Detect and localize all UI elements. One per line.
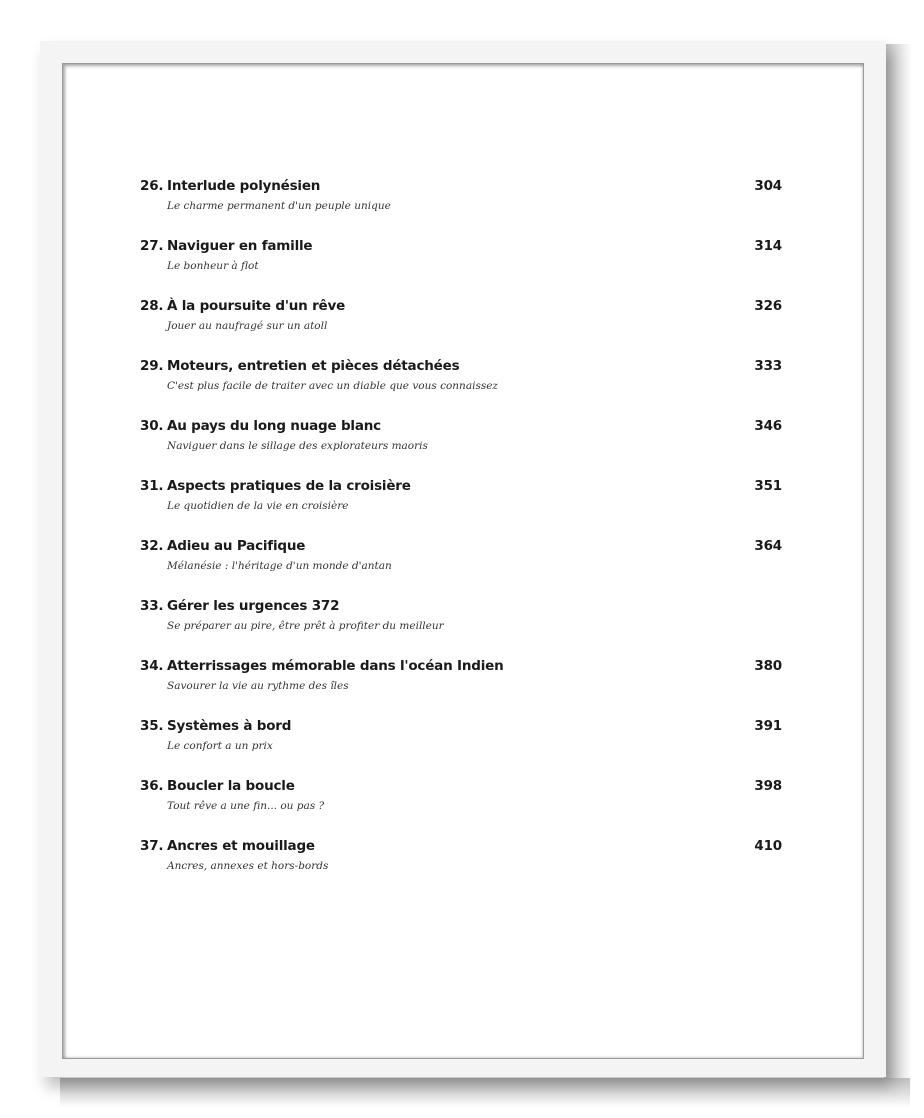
chapter-title: Aspects pratiques de la croisière (167, 478, 411, 494)
frame-shadow-bottom (60, 1078, 910, 1108)
chapter-number: 31. (140, 478, 164, 494)
chapter-title: Moteurs, entretien et pièces détachées (167, 358, 460, 374)
chapter-title: Ancres et mouillage (167, 838, 315, 854)
chapter-title: Atterrissages mémorable dans l'océan Indien (167, 658, 504, 674)
chapter-number: 34. (140, 658, 164, 674)
chapter-subtitle: Naviguer dans le sillage des explorateurs maoris (167, 440, 428, 452)
toc-entry (140, 178, 782, 238)
chapter-subtitle: Le bonheur à flot (167, 260, 259, 272)
chapter-subtitle: Jouer au naufragé sur un atoll (167, 320, 328, 332)
toc-entry (140, 298, 782, 358)
chapter-number: 35. (140, 718, 164, 734)
page-number: 346 (754, 418, 782, 434)
chapter-number: 26. (140, 178, 164, 194)
page-number: 410 (754, 838, 782, 854)
toc-entry (140, 358, 782, 418)
toc-entry (140, 538, 782, 598)
chapter-number: 36. (140, 778, 164, 794)
chapter-subtitle: Savourer la vie au rythme des îles (167, 680, 349, 692)
chapter-number: 27. (140, 238, 164, 254)
chapter-title: Naviguer en famille (167, 238, 313, 254)
page-number: 333 (754, 358, 782, 374)
toc-entry (140, 418, 782, 478)
chapter-number: 33. (140, 598, 164, 614)
toc-entry (140, 238, 782, 298)
page-number: 364 (754, 538, 782, 554)
page-number: 314 (754, 238, 782, 254)
chapter-title: À la poursuite d'un rêve (167, 298, 346, 314)
toc-entry (140, 718, 782, 778)
page-number: 326 (754, 298, 782, 314)
chapter-title: Au pays du long nuage blanc (167, 418, 381, 434)
frame-shadow-right (884, 44, 912, 1094)
chapter-number: 30. (140, 418, 164, 434)
toc-entry (140, 838, 782, 898)
chapter-subtitle: Le confort a un prix (167, 740, 273, 752)
page-number: 398 (754, 778, 782, 794)
chapter-subtitle: Tout rêve a une fin... ou pas ? (167, 800, 325, 812)
page-number: 391 (754, 718, 782, 734)
chapter-title: Adieu au Pacifique (167, 538, 306, 554)
toc-entry (140, 658, 782, 718)
chapter-number: 37. (140, 838, 164, 854)
toc-entry (140, 478, 782, 538)
page-number: 380 (754, 658, 782, 674)
chapter-subtitle: Ancres, annexes et hors-bords (167, 860, 329, 872)
chapter-subtitle: Le quotidien de la vie en croisière (167, 500, 349, 512)
toc-entry (140, 598, 782, 658)
chapter-subtitle: C'est plus facile de traiter avec un diable que vous connaissez (167, 380, 498, 392)
page-number: 304 (754, 178, 782, 194)
chapter-title: Boucler la boucle (167, 778, 295, 794)
chapter-subtitle: Se préparer au pire, être prêt à profiter du meilleur (167, 620, 444, 632)
toc-entry (140, 778, 782, 838)
page-number: 351 (754, 478, 782, 494)
chapter-title: Interlude polynésien (167, 178, 321, 194)
chapter-number: 28. (140, 298, 164, 314)
chapter-subtitle: Le charme permanent d'un peuple unique (167, 200, 391, 212)
chapter-title: Gérer les urgences 372 (167, 598, 340, 614)
chapter-number: 32. (140, 538, 164, 554)
chapter-subtitle: Mélanésie : l'héritage d'un monde d'antan (167, 560, 392, 572)
table-of-contents (140, 178, 782, 898)
chapter-number: 29. (140, 358, 164, 374)
chapter-title: Systèmes à bord (167, 718, 292, 734)
